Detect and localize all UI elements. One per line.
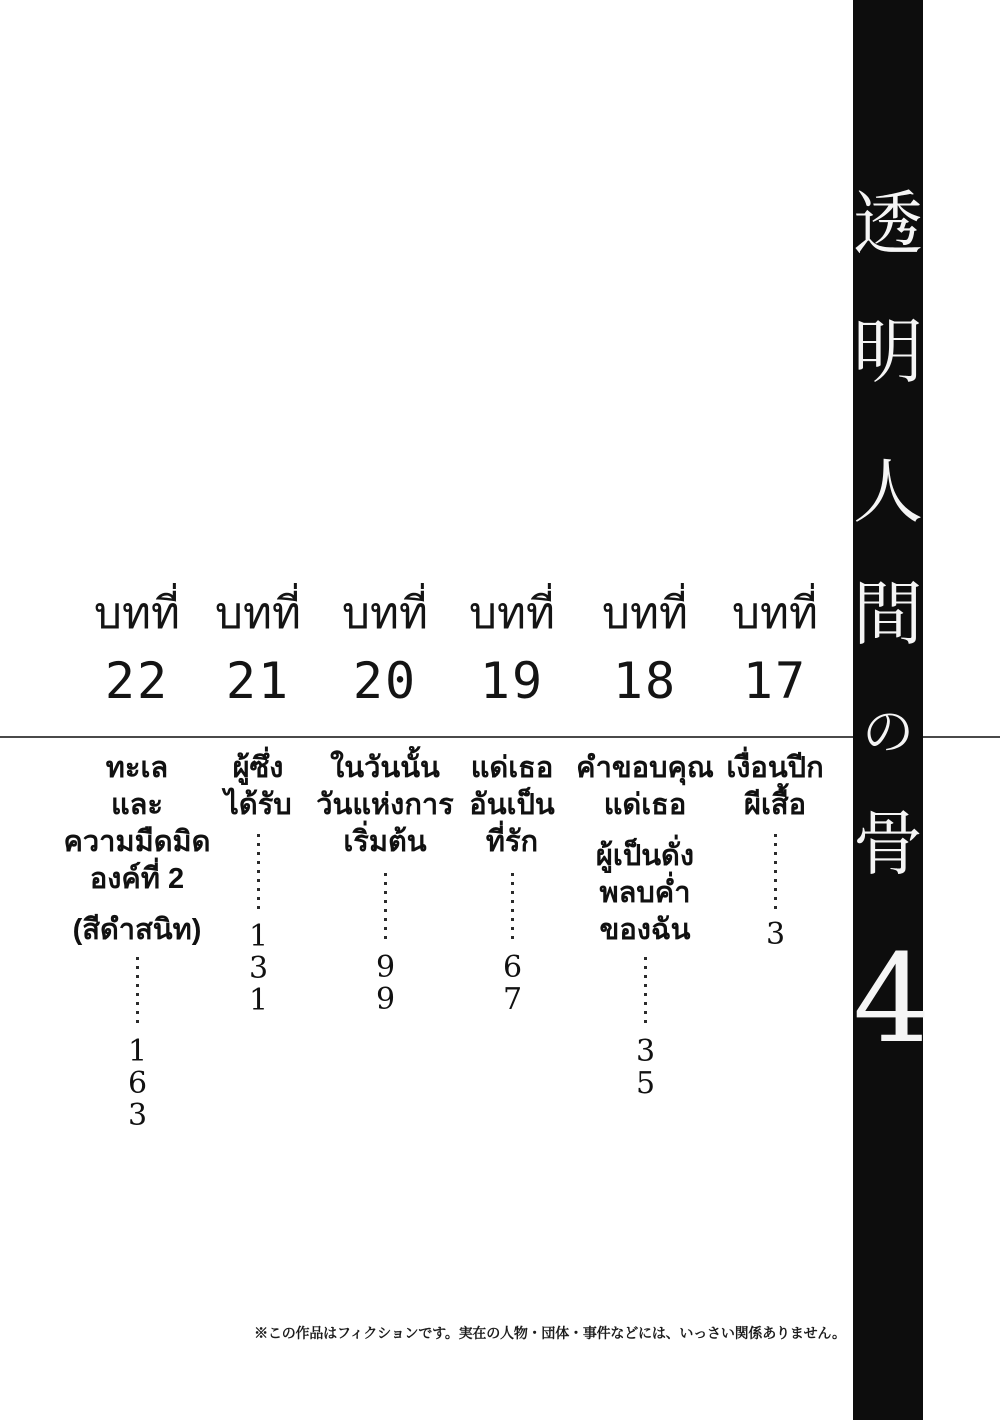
dotted-leader <box>511 873 514 945</box>
chapter-title-line: องค์ที่ 2 <box>89 863 185 895</box>
chapter-label: บทที่ <box>94 589 180 638</box>
chapter-title-line: ที่รัก <box>485 826 539 858</box>
chapter-page-number: 67 <box>495 950 530 1014</box>
chapter-number: 18 <box>612 652 678 710</box>
dotted-leader <box>384 873 387 945</box>
chapter-label: บทที่ <box>732 589 818 638</box>
volume-number: 4 <box>853 928 931 1070</box>
dotted-leader <box>257 834 260 914</box>
chapter-number: 21 <box>225 652 291 710</box>
chapter-page-number: 163 <box>120 1034 155 1130</box>
chapter-title-line: วันแห่งการ <box>316 789 454 821</box>
chapter-title-line: (สีดำสนิท) <box>72 914 202 946</box>
spine-title-bar <box>853 0 931 1420</box>
chapter-title-line: ของฉัน <box>599 914 691 946</box>
chapter-title-line: ในวันนั้น <box>330 752 440 784</box>
chapter-page-number: 99 <box>368 950 403 1014</box>
chapter-number: 19 <box>479 652 545 710</box>
chapter-page-number: 131 <box>241 919 276 1015</box>
chapter-title-line: ความมืดมิด <box>63 826 211 858</box>
chapter-header-17 <box>685 582 865 710</box>
chapter-number: 20 <box>352 652 418 710</box>
chapter-number: 22 <box>104 652 170 710</box>
chapter-title-line: ผีเสื้อ <box>743 789 807 821</box>
chapter-title-line: ได้รับ <box>224 789 292 821</box>
chapter-title-line: พลบค่ำ <box>599 877 691 909</box>
chapter-label: บทที่ <box>602 589 688 638</box>
fiction-disclaimer: ※この作品はフィクションです。実在の人物・団体・事件などには、いっさい関係ありません。 <box>254 1326 846 1342</box>
chapter-title-line: และ <box>110 789 164 821</box>
dotted-leader <box>644 957 647 1029</box>
chapter-title-line: แด่เธอ <box>603 789 687 821</box>
chapter-title-line: ผู้เป็นดั่ง <box>595 840 695 872</box>
chapter-entry-17 <box>685 750 865 949</box>
chapter-title-line: ผู้ซึ่ง <box>232 752 284 784</box>
chapter-title-line: คำขอบคุณ <box>576 752 714 784</box>
dotted-leader <box>136 957 139 1029</box>
chapter-label: บทที่ <box>469 589 555 638</box>
chapter-page-number: 3 <box>758 917 793 949</box>
chapter-title-line: เงื่อนปีก <box>726 752 824 784</box>
spine-title-char: 人 <box>853 451 923 533</box>
chapter-label: บทที่ <box>342 589 428 638</box>
spine-title-char: 間 <box>853 573 923 655</box>
chapter-title-line: อันเป็น <box>469 789 555 821</box>
spine-title-char: の <box>861 703 914 763</box>
dotted-leader <box>774 834 777 912</box>
chapter-page-number: 35 <box>628 1034 663 1098</box>
horizontal-divider <box>0 736 1000 738</box>
spine-title-char: 明 <box>853 311 923 393</box>
chapter-number: 17 <box>742 652 808 710</box>
spine-title-char: 骨 <box>853 803 923 885</box>
chapter-label: บทที่ <box>215 589 301 638</box>
chapter-title-line: ทะเล <box>105 752 169 784</box>
spine-title-char: 透 <box>853 183 923 265</box>
chapter-title-line: แด่เธอ <box>470 752 554 784</box>
chapter-title-line: เริ่มต้น <box>343 826 427 858</box>
